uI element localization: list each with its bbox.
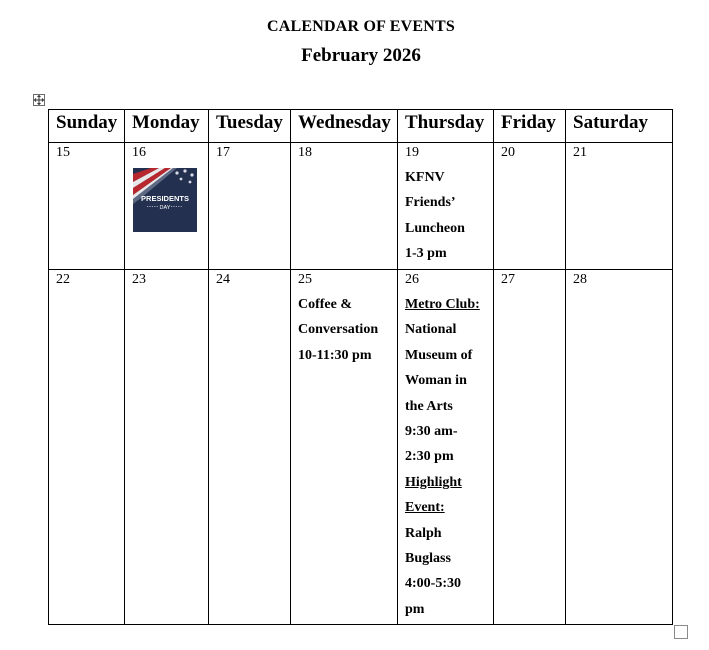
date-number: 21: [573, 145, 587, 160]
event-line: Metro Club:: [405, 297, 480, 312]
event-line: 4:00-5:30: [405, 576, 461, 592]
event-line: Conversation: [298, 322, 379, 338]
event-kfnv-luncheon: [405, 162, 493, 267]
date-number: 15: [56, 145, 70, 160]
date-number: 18: [298, 145, 312, 160]
weekday-header-sunday: Sunday: [49, 110, 125, 143]
event-line: Ralph: [405, 525, 442, 541]
weekday-header-wednesday: Wednesday: [291, 110, 398, 143]
weekday-header-monday: Monday: [125, 110, 209, 143]
event-line: 2:30 pm: [405, 449, 454, 465]
day-cell[interactable]: [209, 143, 291, 270]
weekday-header-thursday: Thursday: [398, 110, 494, 143]
day-cell[interactable]: [398, 270, 494, 625]
date-number: 22: [56, 272, 70, 287]
day-cell[interactable]: [49, 143, 125, 270]
document-subtitle: February 2026: [301, 45, 421, 66]
date-number: 20: [501, 145, 515, 160]
weekday-header-row: [49, 110, 673, 143]
day-cell[interactable]: [209, 270, 291, 625]
presidents-day-flag-image: [133, 168, 197, 232]
weekday-header-friday: Friday: [494, 110, 566, 143]
event-metro-club: [405, 289, 493, 622]
week-row: [49, 143, 673, 270]
day-cell[interactable]: [566, 270, 673, 625]
event-line: Coffee &: [298, 297, 353, 312]
event-line: Highlight: [405, 474, 462, 490]
event-line: Friends’: [405, 195, 456, 211]
event-line: Museum of: [405, 347, 473, 363]
day-cell[interactable]: [49, 270, 125, 625]
day-cell[interactable]: [398, 143, 494, 270]
date-number: 23: [132, 272, 146, 287]
image-text-presidents: PRESIDENTS: [141, 194, 189, 203]
day-cell[interactable]: [494, 270, 566, 625]
date-number: 25: [298, 272, 312, 287]
weekday-header-tuesday: Tuesday: [209, 110, 291, 143]
move-arrows-icon: [34, 95, 44, 105]
date-number: 16: [132, 145, 146, 160]
event-line: National: [405, 322, 457, 338]
event-line: Buglass: [405, 551, 451, 567]
day-cell[interactable]: [125, 143, 209, 270]
day-cell[interactable]: [291, 143, 398, 270]
day-cell[interactable]: [125, 270, 209, 625]
document-title: CALENDAR OF EVENTS: [267, 18, 455, 35]
table-move-handle[interactable]: [33, 94, 45, 106]
resize-square-icon[interactable]: [674, 625, 688, 639]
event-coffee-conversation: [298, 289, 397, 368]
image-text-day: DAY: [159, 205, 171, 211]
date-number: 17: [216, 145, 230, 160]
day-cell[interactable]: [291, 270, 398, 625]
event-line: the Arts: [405, 398, 453, 414]
event-line: 9:30 am-: [405, 424, 458, 440]
date-number: 19: [405, 145, 419, 160]
event-line: KFNV: [405, 170, 445, 185]
event-line: Woman in: [405, 373, 467, 389]
event-line: pm: [405, 601, 425, 617]
date-number: 27: [501, 272, 515, 287]
event-line: 1-3 pm: [405, 246, 447, 262]
week-row: [49, 270, 673, 625]
day-cell[interactable]: [494, 143, 566, 270]
event-line: 10-11:30 pm: [298, 347, 372, 363]
date-number: 26: [405, 272, 419, 287]
date-number: 28: [573, 272, 587, 287]
event-line: Event:: [405, 500, 445, 516]
event-line: Luncheon: [405, 220, 465, 236]
day-cell[interactable]: [566, 143, 673, 270]
weekday-header-saturday: Saturday: [566, 110, 673, 143]
date-number: 24: [216, 272, 230, 287]
calendar-table: [48, 109, 673, 625]
